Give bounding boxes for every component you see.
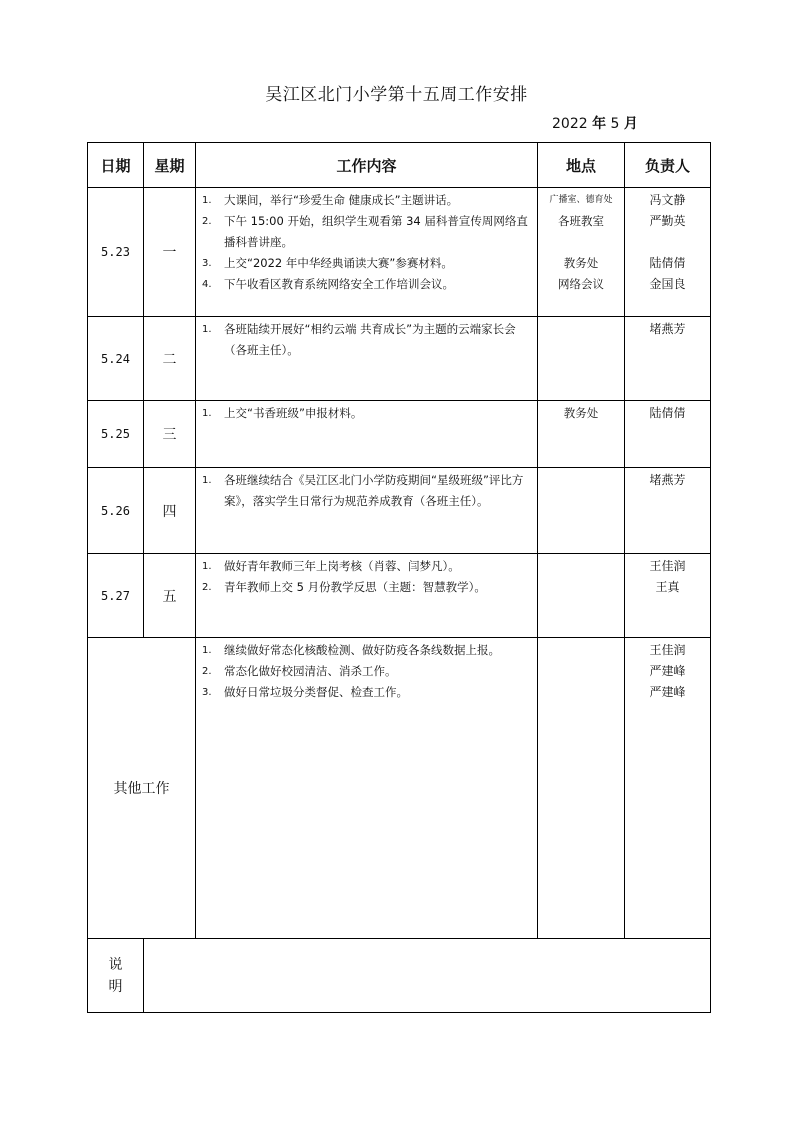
row-weekday: 五 (144, 554, 196, 638)
row-content (196, 317, 538, 401)
row-content (196, 468, 538, 554)
header-location: 地点 (538, 143, 625, 188)
row-location (538, 188, 625, 317)
note-content (144, 939, 711, 1013)
item-number: 2. (202, 582, 212, 593)
list-item (202, 211, 531, 253)
row-person (625, 554, 711, 638)
row-person (625, 188, 711, 317)
row-date: 5.27 (88, 554, 144, 638)
row-date: 5.24 (88, 317, 144, 401)
location-spacer (538, 232, 624, 253)
location-line: 网络会议 (558, 277, 604, 291)
header-date: 日期 (88, 143, 144, 188)
header-weekday: 星期 (144, 143, 196, 188)
row-weekday: 二 (144, 317, 196, 401)
other-work-label: 其他工作 (88, 638, 196, 939)
schedule-table (87, 142, 711, 1013)
item-text: 继续做好常态化核酸检测、做好防疫各条线数据上报。 (224, 643, 500, 657)
row-location (538, 401, 625, 468)
item-text: 上交“书香班级”申报材料。 (224, 406, 363, 420)
row-person (625, 401, 711, 468)
row-weekday: 三 (144, 401, 196, 468)
note-row (88, 939, 711, 1013)
item-text: 做好日常垃圾分类督促、检查工作。 (224, 685, 408, 699)
item-text: 下午 15:00 开始，组织学生观看第 34 届科普宣传周网络直播科普讲座。 (224, 214, 528, 249)
item-text: 大课间，举行“珍爱生命 健康成长”主题讲话。 (224, 193, 459, 207)
person-line: 陆倩倩 (649, 406, 686, 420)
item-number: 1. (202, 408, 212, 419)
date-year: 2022 (552, 116, 588, 132)
page-title: 吴江区北门小学第十五周工作安排 (265, 85, 528, 105)
person-line: 严建峰 (649, 685, 686, 699)
location-line: 各班教室 (558, 214, 604, 228)
person-line: 王真 (655, 580, 680, 594)
other-work-person (625, 638, 711, 939)
item-number: 3. (202, 687, 212, 698)
row-location (538, 468, 625, 554)
row-date: 5.25 (88, 401, 144, 468)
date-year-char: 年 (592, 116, 607, 132)
person-line: 冯文静 (649, 193, 686, 207)
item-number: 4. (202, 279, 212, 290)
row-person (625, 468, 711, 554)
row-location (538, 554, 625, 638)
list-item (202, 470, 531, 512)
list-item (202, 403, 531, 424)
table-row (88, 317, 711, 401)
item-text: 做好青年教师三年上岗考核（肖蓉、闫梦凡）。 (224, 559, 460, 573)
row-location (538, 317, 625, 401)
header-content: 工作内容 (196, 143, 538, 188)
person-line: 严勤英 (649, 214, 686, 228)
other-work-row (88, 638, 711, 939)
table-row (88, 401, 711, 468)
item-text: 青年教师上交 5 月份教学反思（主题：智慧教学）。 (224, 580, 486, 594)
row-date: 5.23 (88, 188, 144, 317)
item-text: 各班继续结合《吴江区北门小学防疫期间“星级班级”评比方案》，落实学生日常行为规范养成教育（各班主任）。 (224, 473, 524, 508)
item-text: 各班陆续开展好“相约云端 共育成长”为主题的云端家长会（各班主任）。 (224, 322, 516, 357)
list-item (202, 682, 531, 703)
item-text: 常态化做好校园清洁、消杀工作。 (224, 664, 397, 678)
other-work-content (196, 638, 538, 939)
list-item (202, 661, 531, 682)
location-line: 教务处 (563, 406, 599, 420)
table-row (88, 188, 711, 317)
table-row (88, 468, 711, 554)
row-person (625, 317, 711, 401)
list-item (202, 190, 531, 211)
item-number: 2. (202, 216, 212, 227)
row-weekday: 一 (144, 188, 196, 317)
item-number: 1. (202, 195, 212, 206)
row-date: 5.26 (88, 468, 144, 554)
note-label-line: 说 (108, 956, 123, 973)
person-line: 陆倩倩 (649, 256, 686, 270)
person-spacer (625, 232, 710, 253)
row-content (196, 401, 538, 468)
item-number: 1. (202, 475, 212, 486)
other-work-location (538, 638, 625, 939)
list-item (202, 274, 531, 295)
document-date (552, 113, 638, 133)
person-line: 王佳润 (649, 643, 686, 657)
row-content (196, 554, 538, 638)
person-line: 堵燕芳 (649, 473, 686, 487)
header-row (88, 143, 711, 188)
location-line: 广播室、德育处 (549, 195, 613, 205)
list-item (202, 253, 531, 274)
person-line: 王佳润 (649, 559, 686, 573)
note-label-line: 明 (108, 978, 123, 995)
person-line: 金国良 (649, 277, 686, 291)
date-month-char: 月 (623, 116, 638, 132)
date-month: 5 (610, 116, 620, 132)
location-line: 教务处 (563, 256, 599, 270)
row-weekday: 四 (144, 468, 196, 554)
row-content (196, 188, 538, 317)
item-number: 1. (202, 645, 212, 656)
person-line: 堵燕芳 (649, 322, 686, 336)
item-text: 上交“2022 年中华经典诵读大赛”参赛材料。 (224, 256, 453, 270)
list-item (202, 556, 531, 577)
note-label (88, 939, 144, 1013)
item-number: 2. (202, 666, 212, 677)
header-person: 负责人 (625, 143, 711, 188)
person-line: 严建峰 (649, 664, 686, 678)
item-number: 1. (202, 324, 212, 335)
item-number: 1. (202, 561, 212, 572)
item-text: 下午收看区教育系统网络安全工作培训会议。 (224, 277, 454, 291)
table-row (88, 554, 711, 638)
list-item (202, 577, 531, 598)
list-item (202, 319, 531, 361)
item-number: 3. (202, 258, 212, 269)
list-item (202, 640, 531, 661)
